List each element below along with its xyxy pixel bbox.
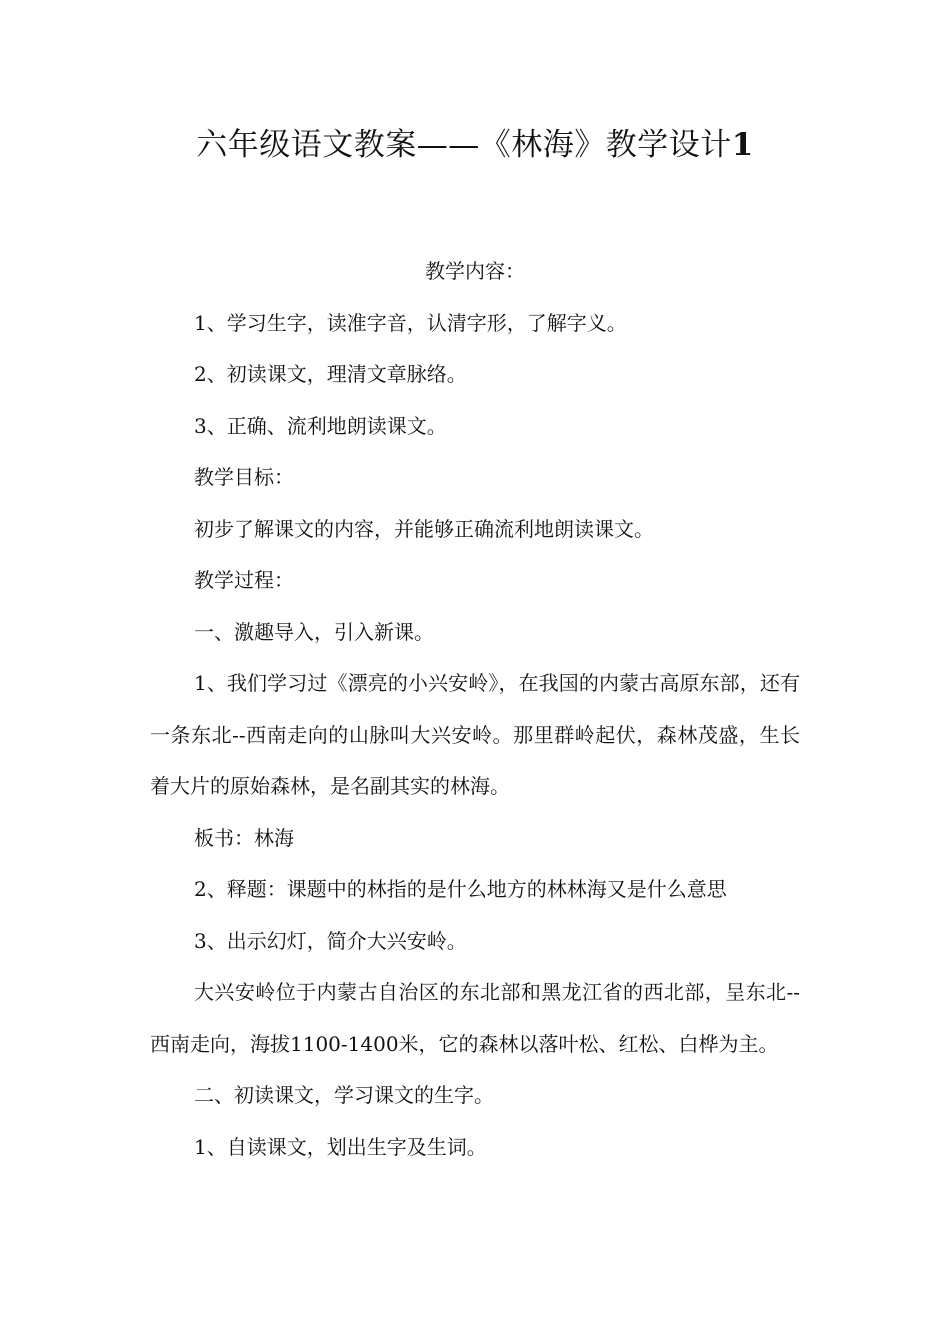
document-title	[0, 122, 950, 168]
section-heading-content: 教学内容：	[425, 259, 525, 283]
section-heading-process: 教学过程：	[194, 568, 294, 592]
paragraph: 二、初读课文，学习课文的生字。	[194, 1083, 494, 1107]
paragraph: 板书：林海	[194, 825, 294, 850]
paragraph: 1、自读课文，划出生字及生词。	[194, 1134, 487, 1159]
paragraph: 1、我们学习过《漂亮的小兴安岭》，在我国的内蒙古高原东部，还有一条东北--西南走向的山脉叫大兴安岭。那里群岭起伏，森林茂盛，生长着大片的原始森林，是名副其实的林海。	[150, 671, 800, 798]
paragraph: 初步了解课文的内容，并能够正确流利地朗读课文。	[194, 516, 654, 541]
paragraph: 一、激趣导入，引入新课。	[194, 619, 434, 644]
paragraph: 3、正确、流利地朗读课文。	[194, 413, 447, 438]
paragraph: 大兴安岭位于内蒙古自治区的东北部和黑龙江省的西北部，呈东北--西南走向，海拔1100-1400米，它的森林以落叶松、红松、白桦为主。	[150, 980, 800, 1056]
paragraph: 2、释题：课题中的林指的是什么地方的林林海又是什么意思	[194, 877, 727, 901]
title-number: 1	[731, 127, 754, 163]
section-heading-goals: 教学目标：	[194, 465, 294, 489]
paragraph: 2、初读课文，理清文章脉络。	[194, 362, 467, 386]
document-body	[150, 246, 800, 1173]
title-text: 六年级语文教案——《林海》教学设计	[196, 127, 732, 163]
paragraph: 3、出示幻灯，简介大兴安岭。	[194, 928, 467, 953]
paragraph: 1、学习生字，读准字音，认清字形，了解字义。	[194, 310, 627, 335]
